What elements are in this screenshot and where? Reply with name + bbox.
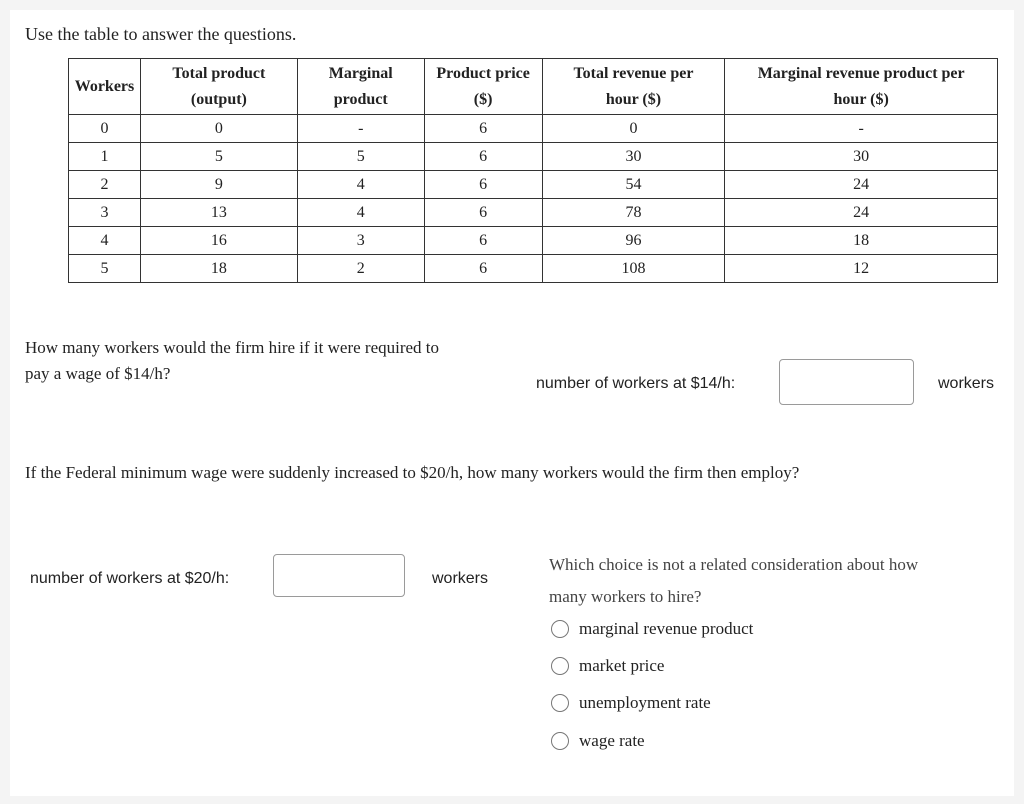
table-cell: 16	[140, 227, 297, 255]
table-cell: 6	[424, 199, 542, 227]
workers-20-input[interactable]	[273, 554, 405, 597]
q2-unit: workers	[432, 570, 489, 587]
table-cell: 5	[69, 255, 141, 283]
table-cell: 18	[725, 227, 998, 255]
table-cell: 54	[542, 171, 725, 199]
instructions: Use the table to answer the questions.	[25, 24, 297, 44]
question-2-text: If the Federal minimum wage were suddenly increased to $20/h, how many workers would the firm then employ?	[25, 463, 800, 482]
table-row	[69, 255, 998, 283]
header-marginal-revenue-product: Marginal revenue product per hour ($)	[725, 59, 998, 115]
table-cell: 5	[140, 143, 297, 171]
table-row	[69, 143, 998, 171]
table-cell: 6	[424, 115, 542, 143]
table-cell: 6	[424, 255, 542, 283]
option-wage-rate[interactable]	[551, 729, 645, 753]
radio-button[interactable]	[551, 694, 569, 712]
table-cell: 24	[725, 199, 998, 227]
header-product-price: Product price ($)	[424, 59, 542, 115]
table-cell: 96	[542, 227, 725, 255]
table-cell: 4	[297, 199, 424, 227]
table-cell: 4	[297, 171, 424, 199]
option-label: marginal revenue product	[579, 619, 754, 638]
option-unemployment-rate[interactable]	[551, 691, 711, 715]
table-cell: -	[297, 115, 424, 143]
question-card	[10, 10, 1014, 796]
table-cell: 2	[297, 255, 424, 283]
header-workers: Workers	[69, 59, 141, 115]
table-row	[69, 199, 998, 227]
table-cell: 12	[725, 255, 998, 283]
table-cell: 0	[542, 115, 725, 143]
table-cell: 5	[297, 143, 424, 171]
table-cell: 24	[725, 171, 998, 199]
table-cell: 2	[69, 171, 141, 199]
table-cell: -	[725, 115, 998, 143]
table-cell: 0	[69, 115, 141, 143]
option-market-price[interactable]	[551, 654, 664, 678]
table-header-row	[69, 59, 998, 115]
radio-button[interactable]	[551, 732, 569, 750]
table-cell: 13	[140, 199, 297, 227]
question-1-text: How many workers would the firm hire if it were required to pay a wage of $14/h?	[25, 338, 440, 383]
option-label: unemployment rate	[579, 693, 711, 712]
data-table	[68, 58, 998, 283]
header-total-product: Total product (output)	[140, 59, 297, 115]
table-cell: 6	[424, 143, 542, 171]
table-cell: 4	[69, 227, 141, 255]
radio-button[interactable]	[551, 620, 569, 638]
table-cell: 78	[542, 199, 725, 227]
table-cell: 0	[140, 115, 297, 143]
workers-14-input[interactable]	[779, 359, 914, 405]
q1-input-label: number of workers at $14/h:	[536, 375, 736, 392]
table-cell: 1	[69, 143, 141, 171]
radio-button[interactable]	[551, 657, 569, 675]
q2-input-label: number of workers at $20/h:	[30, 570, 230, 587]
table-cell: 108	[542, 255, 725, 283]
table-cell: 30	[542, 143, 725, 171]
table-cell: 6	[424, 171, 542, 199]
header-marginal-product: Marginal product	[297, 59, 424, 115]
table-cell: 6	[424, 227, 542, 255]
table-cell: 3	[297, 227, 424, 255]
option-marginal-revenue-product[interactable]	[551, 617, 753, 641]
q1-unit: workers	[938, 375, 995, 392]
table-cell: 9	[140, 171, 297, 199]
option-label: market price	[579, 656, 665, 675]
header-total-revenue: Total revenue per hour ($)	[542, 59, 725, 115]
table-row	[69, 227, 998, 255]
table-row	[69, 115, 998, 143]
question-3-text: Which choice is not a related consideration about how many workers to hire?	[549, 555, 919, 606]
table-cell: 30	[725, 143, 998, 171]
option-label: wage rate	[579, 731, 645, 750]
table-cell: 3	[69, 199, 141, 227]
table-row	[69, 171, 998, 199]
table-cell: 18	[140, 255, 297, 283]
